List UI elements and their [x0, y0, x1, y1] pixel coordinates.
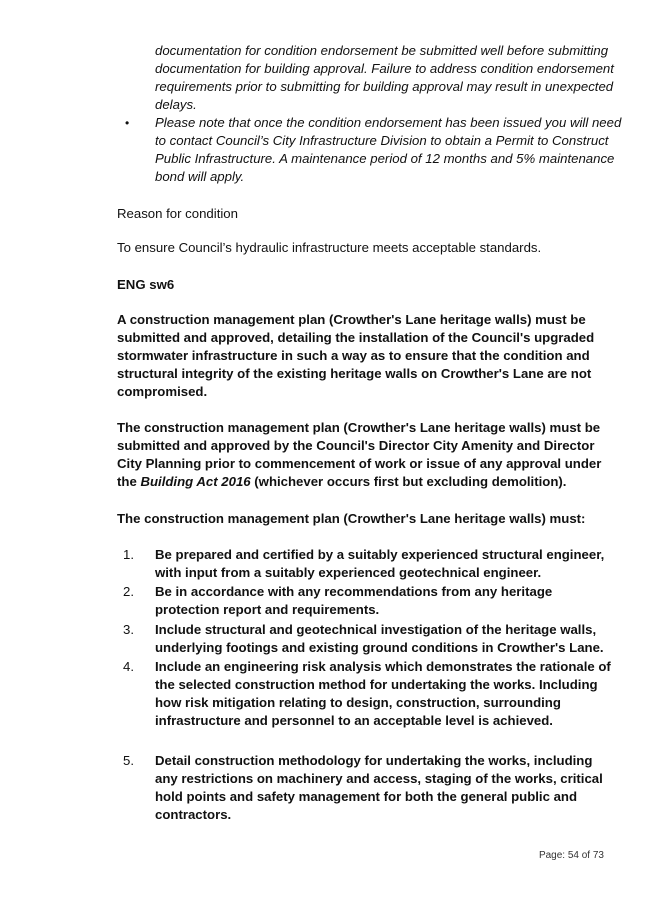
condition-code: ENG sw6 [117, 277, 175, 292]
condition-paragraph-3: The construction management plan (Crowther's Lane heritage walls) must: [117, 511, 586, 526]
list-item: Include an engineering risk analysis which demonstrates the rationale of the selected construction method for undertaking the works. Including how risk mitigation relating to design, construction, surrounding infrastructure and personnel to an acceptable level is achieved. [155, 659, 611, 728]
condition-paragraph-2 [117, 419, 617, 491]
list-item: Include structural and geotechnical investigation of the heritage walls, underlying footings and existing ground conditions in Crowther's Lane. [155, 622, 604, 655]
building-act-title: Building Act 2016 [140, 474, 251, 489]
para2-part-a: The construction management plan (Crowther's Lane heritage walls) must be submitted and approved by the Council's Director City Amenity and Director City Planning prior to commencement of work or issue of any approval under the [117, 420, 602, 489]
bullet-marker: • [125, 116, 130, 130]
reason-heading: Reason for condition [117, 206, 238, 221]
condition-paragraph-1: A construction management plan (Crowther's Lane heritage walls) must be submitted and approved, detailing the installation of the Council's upgraded stormwater infrastructure in such a way as to ensure that the condition and structural integrity of the existing heritage walls on Crowther's Lane are not compromised. [117, 312, 595, 399]
list-item-number: 4. [123, 659, 134, 674]
list-item-number: 2. [123, 584, 134, 599]
list-item-number: 3. [123, 622, 134, 637]
list-item-number: 1. [123, 547, 134, 562]
permit-note-text: Please note that once the condition endorsement has been issued you will need to contact Council’s City Infrastructure Division to obtain a Permit to Construct Public Infrastructure. A maintenance period of 12 months and 5% maintenance bond will apply. [155, 115, 622, 184]
reason-text: To ensure Council’s hydraulic infrastructure meets acceptable standards. [117, 240, 542, 255]
para2-part-b: (whichever occurs first but excluding demolition). [250, 474, 567, 489]
list-item: Be in accordance with any recommendations from any heritage protection report and requirements. [155, 584, 553, 617]
list-item: Be prepared and certified by a suitably experienced structural engineer, with input from a suitably experienced geotechnical engineer. [155, 547, 605, 580]
list-item: Detail construction methodology for undertaking the works, including any restrictions on machinery and access, staging of the works, critical hold points and safety management for both the general public and contractors. [155, 753, 603, 822]
page-number-footer: Page: 54 of 73 [538, 850, 604, 861]
list-item-number: 5. [123, 753, 134, 768]
continued-bullet-text: documentation for condition endorsement be submitted well before submitting documentation for building approval. Failure to address condition endorsement requirements prior to submitting for building approval may result in unexpected delays. [155, 43, 614, 112]
